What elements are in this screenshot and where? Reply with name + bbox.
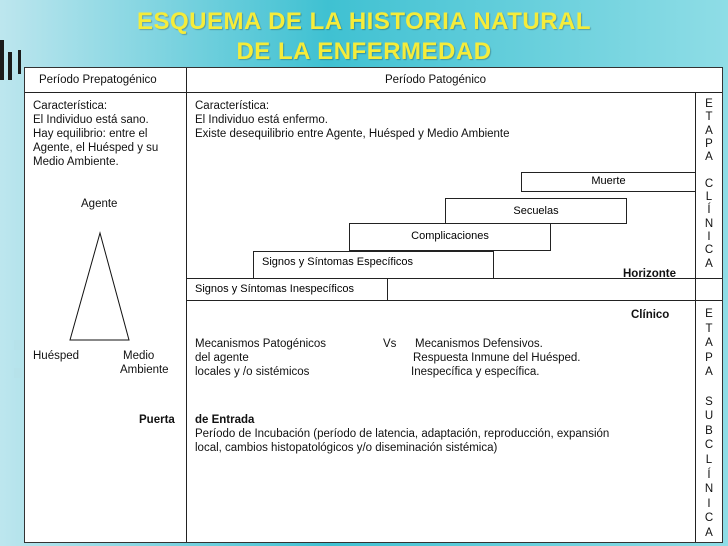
header-patogenico: Período Patogénico [385,74,487,86]
decorative-square [14,368,22,378]
mecanismos-respuesta: Respuesta Inmune del Huésped. [413,352,581,364]
middle-line2: Existe desequilibrio entre Agente, Huésped y Medio Ambiente [195,128,510,140]
stair-complicaciones [349,223,551,251]
stair-muerte [521,172,696,192]
etapa-subclinica-letter: A [705,337,713,350]
etapa-subclinica-letter: L [705,454,713,466]
left-line2: Hay equilibrio: entre el [33,128,148,140]
etapa-subclinica-letter: P [705,351,713,364]
page-title-line1: ESQUEMA DE LA HISTORIA NATURAL [136,8,592,35]
etapa-subclinica-letter: U [704,410,714,423]
etapa-clinica-letter: N [704,217,714,230]
label-huesped: Huésped [33,350,80,362]
stair-inespecificos [186,278,388,301]
mecanismos-patogenicos: Mecanismos Patogénicos [195,338,327,350]
diagram-sheet [24,67,723,543]
label-agente: Agente [81,198,118,210]
etapa-subclinica-letter: A [705,366,713,379]
etapa-clinica-letter: A [705,151,713,164]
left-line1: El Individuo está sano. [33,114,149,126]
stair-muerte-label: Muerte [591,175,626,187]
etapa-clinica-letter: A [705,124,713,137]
etapa-subclinica-letter: T [705,322,713,335]
etapa-clinica-letter: E [705,98,713,110]
etapa-subclinica-letter: N [704,483,714,496]
incubacion-line2: local, cambios histopatológicos y/o diseminación sistémica) [195,442,498,454]
stair-especificos [253,251,494,279]
middle-line1: El Individuo está enfermo. [195,114,328,126]
left-caracteristica: Característica: [33,100,108,112]
label-de-entrada: de Entrada [195,414,255,426]
page-title-line2: DE LA ENFERMEDAD [236,38,492,65]
stair-secuelas-label: Secuelas [513,205,559,217]
etapa-subclinica-letter: S [705,395,713,408]
left-line3: Agente, el Huésped y su [33,142,159,154]
mecanismos-del-agente: del agente [195,352,249,364]
etapa-subclinica-letter: B [705,424,713,437]
mecanismos-locales: locales y /o sistémicos [195,366,310,378]
etapa-clinica-letter: C [704,244,714,257]
label-medio: Medio [123,350,155,362]
incubacion-line1: Período de Incubación (período de latencia, adaptación, reproducción, expansión [195,428,610,440]
mecanismos-vs: Vs [383,338,397,350]
label-puerta: Puerta [139,414,175,426]
etapa-clinica-letter: C [704,177,714,190]
etapa-clinica-letter: Í [707,204,711,217]
stair-complicaciones-label: Complicaciones [411,230,489,242]
decorative-square [14,340,22,350]
left-line4: Medio Ambiente. [33,156,119,168]
etapa-clinica-letter: A [705,257,713,270]
etapa-subclinica-letter: E [705,308,713,320]
right-column-divider [695,92,696,542]
stair-secuelas [445,198,627,224]
mecanismos-defensivos: Mecanismos Defensivos. [415,338,543,350]
header-divider [25,92,722,93]
etapa-clinica-letter: I [707,231,711,243]
etapa-subclinica-letter: Í [707,468,711,481]
etapa-subclinica-letter: C [704,512,714,525]
etapa-clinica-letter: P [705,137,713,150]
etapa-clinica-letter: T [705,111,713,124]
left-column-divider [186,68,187,542]
etapa-subclinica-letter: I [707,497,711,510]
epidemiological-triangle [65,228,135,348]
label-ambiente: Ambiente [120,364,169,376]
etapa-clinica-letter: L [705,191,713,204]
label-horizonte: Horizonte [623,268,677,280]
label-clinico: Clínico [631,309,670,321]
stair-inespecificos-label: Signos y Síntomas Inespecíficos [195,283,354,295]
header-prepatogenico: Período Prepatogénico [39,74,157,86]
mecanismos-inespecifica: Inespecífica y específica. [411,366,540,378]
stair-especificos-label: Signos y Síntomas Específicos [262,256,414,268]
etapa-subclinica-letter: C [704,439,714,452]
middle-caracteristica: Característica: [195,100,270,112]
etapa-subclinica-letter: A [705,527,713,539]
